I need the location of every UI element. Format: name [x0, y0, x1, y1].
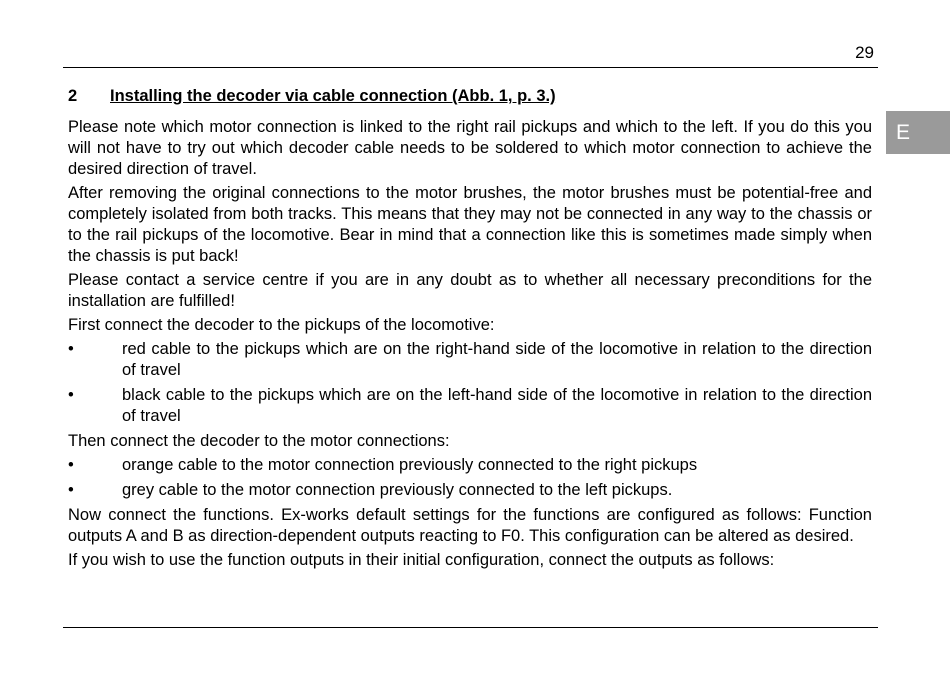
bullet-icon: •	[68, 386, 74, 404]
list-item-text: grey cable to the motor connection previously connected to the left pickups.	[122, 481, 673, 499]
bullet-icon: •	[68, 456, 74, 474]
section-heading	[68, 86, 872, 107]
list-item	[68, 339, 872, 381]
bullet-icon: •	[68, 340, 74, 358]
list-item-text: orange cable to the motor connection previously connected to the right pickups	[122, 456, 698, 474]
list-item	[68, 385, 872, 427]
section-title: Installing the decoder via cable connection (Abb. 1, p. 3.)	[110, 87, 556, 105]
paragraph-function-outputs: If you wish to use the function outputs in their initial configuration, connect the outputs as follows:	[68, 551, 775, 569]
list-item-text: black cable to the pickups which are on the left-hand side of the locomotive in relation to the direction of travel	[122, 386, 872, 425]
paragraph-motor-brushes: After removing the original connections to the motor brushes, the motor brushes must be potential-free and completely isolated from both tracks. This means that they may not be connected in any way to the chassis or to the rail pickups of the locomotive. Bear in mind that a connection like this is sometimes made simply when the chassis is put back!	[68, 184, 872, 265]
paragraph-service-centre: Please contact a service centre if you are in any doubt as to whether all necessary preconditions for the installation are fulfilled!	[68, 271, 872, 310]
footer-divider	[63, 627, 878, 628]
list-item-text: red cable to the pickups which are on the right-hand side of the locomotive in relation to the direction of travel	[122, 340, 872, 379]
header-divider	[63, 67, 878, 68]
page-content	[68, 86, 872, 574]
list-item	[68, 455, 872, 476]
paragraph-functions: Now connect the functions. Ex-works default settings for the functions are configured as follows: Function outputs A and B as direction-dependent outputs reacting to F0. This configuration can be altered as desired.	[68, 506, 872, 545]
section-number: 2	[68, 87, 78, 105]
paragraph-motor-connection-note: Please note which motor connection is linked to the right rail pickups and which to the left. If you do this you will not have to try out which decoder cable needs to be soldered to which motor connection to achieve the desired direction of travel.	[68, 118, 872, 178]
paragraph-connect-pickups: First connect the decoder to the pickups of the locomotive:	[68, 316, 495, 334]
page-number: 29	[855, 43, 874, 62]
bullet-icon: •	[68, 481, 74, 499]
list-item	[68, 480, 872, 501]
language-tab: E	[886, 111, 950, 154]
paragraph-connect-motor: Then connect the decoder to the motor connections:	[68, 432, 450, 450]
